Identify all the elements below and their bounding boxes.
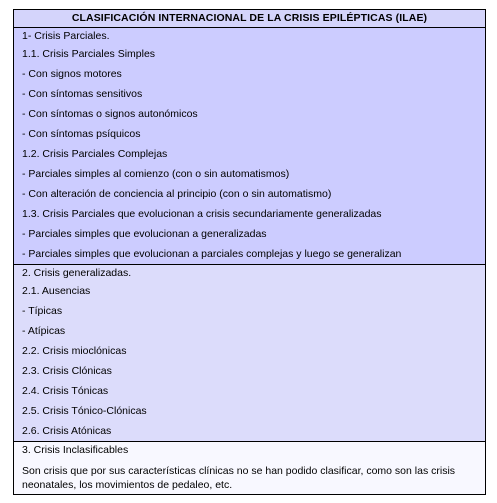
list-item: - Parciales simples que evolucionan a generalizadas [22,228,267,240]
list-item: 1.1. Crisis Parciales Simples [22,48,156,60]
list-item: 2.6. Crisis Atónicas [22,425,112,437]
list-item: - Con síntomas psíquicos [22,128,141,140]
list-item: 3. Crisis Inclasificables [22,444,129,456]
list-item: 2.2. Crisis mioclónicas [22,345,127,357]
table-title: CLASIFICACIÓN INTERNACIONAL DE LA CRISIS EPILÉPTICAS (ILAE) [14,10,485,28]
list-item: 1.2. Crisis Parciales Complejas [22,148,168,160]
list-item: - Típicas [22,305,63,317]
ilae-classification-table [13,9,486,495]
list-item: 1.3. Crisis Parciales que evolucionan a crisis secundariamente generalizadas [22,208,382,220]
section-partial-seizures [14,28,485,265]
list-item: - Parciales simples que evolucionan a parciales complejas y luego se generalizan [22,248,402,260]
list-item: 2.5. Crisis Tónico-Clónicas [22,405,147,417]
list-item: 2.1. Ausencias [22,285,91,297]
list-item: 1- Crisis Parciales. [22,30,110,42]
list-item: - Con signos motores [22,68,122,80]
section-generalized-seizures [14,265,485,442]
list-item: 2. Crisis generalizadas. [22,267,132,279]
list-item: 2.4. Crisis Tónicas [22,385,109,397]
section-unclassifiable-seizures [14,442,485,494]
list-item: - Con alteración de conciencia al principio (con o sin automatismo) [22,188,332,200]
list-item: - Con síntomas sensitivos [22,88,143,100]
list-item: - Con síntomas o signos autonómicos [22,108,198,120]
list-item: 2.3. Crisis Clónicas [22,365,112,377]
list-item: - Atípicas [22,325,66,337]
description-paragraph: Son crisis que por sus características clínicas no se han podido clasificar, como son las crisis neonatales, los movimientos de pedaleo, etc. [22,465,456,491]
list-item: - Parciales simples al comienzo (con o sin automatismos) [22,168,290,180]
